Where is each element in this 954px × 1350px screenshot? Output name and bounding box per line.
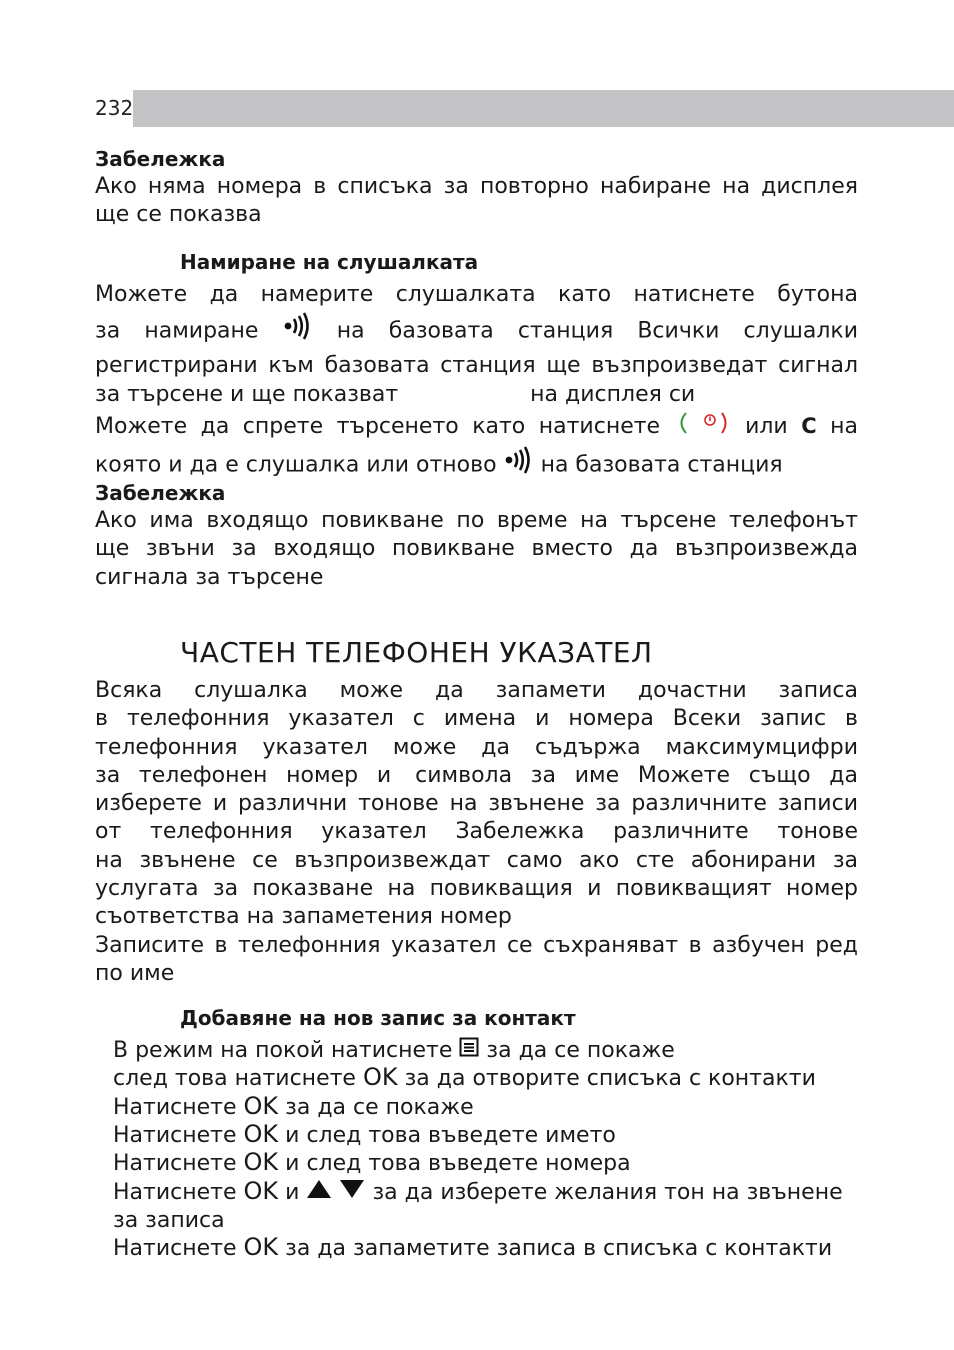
paragraph-line (95, 409, 858, 445)
phonebook-text (95, 677, 858, 988)
step-line (113, 1065, 873, 1093)
paragraph-line: Можете да намерите слушалката като натиснете бутона (95, 282, 858, 307)
paragraph-line: услугата за показване на повикващия и повикващият номер (95, 876, 858, 902)
paragraph-line: изберете и различни тонове на звънене за различните записи (95, 791, 858, 817)
text-span: за да се покаже (285, 1094, 474, 1120)
paragraph-line: Записите в телефонния указател се съхраняват в азбучен ред (95, 932, 858, 958)
down-arrow-icon (339, 1179, 365, 1207)
step-line (113, 1091, 873, 1122)
step-line (113, 1150, 873, 1178)
paragraph-line (95, 381, 858, 409)
c-key-label: C (801, 414, 817, 439)
note-text: Ако има входящо повикване по време на търсене телефонът (95, 508, 858, 533)
note-1 (95, 145, 858, 230)
text-span: за телефонен номер и (95, 762, 392, 788)
paragraph-line: в телефонния указател с имена и номера Всеки запис в (95, 706, 858, 732)
text-span: за да запаметите записа в списъка с контакти (285, 1236, 833, 1262)
off-hook-icon (674, 409, 732, 445)
add-contact-heading: Добавяне на нов запис за контакт (180, 1006, 576, 1030)
text-span: Натиснете (113, 1179, 237, 1205)
ok-key-label: OK (243, 1091, 279, 1120)
header-bar (95, 90, 954, 127)
find-handset-text (95, 281, 858, 486)
text-span: В режим на покой натиснете (113, 1038, 453, 1064)
paragraph-line (95, 734, 858, 762)
text-span: телефонния указател може да съдържа максимум (95, 734, 782, 760)
paragraph-line (95, 311, 858, 352)
note-title: Забележка (95, 481, 226, 505)
menu-icon (459, 1037, 479, 1065)
paragraph-line: по име (95, 960, 175, 986)
text-span: на базовата станция Всички слушалки (336, 318, 858, 344)
text-span: която и да е слушалка или отново (95, 452, 497, 478)
text-span: след това натиснете (113, 1066, 356, 1092)
up-arrow-icon (306, 1179, 332, 1207)
text-span: на (830, 414, 858, 440)
text-span: Натиснете (113, 1151, 237, 1177)
text-span: за намиране (95, 318, 259, 344)
step-line (113, 1235, 873, 1263)
paragraph-line: съответства на запаметения номер (95, 904, 512, 930)
ok-key-label: OK (243, 1233, 279, 1262)
text-span: на дисплея си (530, 381, 696, 407)
text-span: за търсене и ще показват (95, 381, 399, 407)
find-handset-heading: Намиране на слушалката (180, 250, 479, 274)
paragraph-line: регистрирани към базовата станция ще възпроизведат сигнал (95, 353, 858, 379)
text-span: символа за име Можете също да (415, 762, 858, 788)
note-text: сигнала за търсене (95, 564, 324, 590)
paragraph-line (95, 762, 858, 790)
text-span: Натиснете (113, 1123, 237, 1149)
text-span: цифри (781, 734, 858, 760)
ok-key-label: OK (362, 1063, 398, 1092)
text-span: или (745, 414, 788, 440)
step-line (113, 1176, 873, 1207)
text-span: Натиснете (113, 1236, 237, 1262)
step-line: за записа (113, 1208, 225, 1234)
note-text: ще се показва (95, 202, 262, 228)
note-text: Ако няма номера в списъка за повторно набиране на дисплея (95, 174, 858, 199)
section-title: ЧАСТЕН ТЕЛЕФОНЕН УКАЗАТЕЛ (180, 636, 653, 669)
note-text: ще звъни за входящо повикване вместо да възпроизвежда (95, 536, 858, 562)
step-line (113, 1122, 873, 1150)
text-span: и след това въведете името (285, 1123, 616, 1149)
text-span: частни записа (666, 678, 858, 703)
paragraph-line: на звънене се възпроизвеждат само ако сте абонирани за (95, 847, 858, 873)
page-number: 232 (95, 90, 133, 127)
text-span: Натиснете (113, 1094, 237, 1120)
text-span: Можете да спрете търсенето като натиснете (95, 414, 661, 440)
text-span: Всяка слушалка може да запамети до (95, 678, 667, 703)
ok-key-label: OK (243, 1120, 279, 1149)
paragraph-line (95, 677, 858, 705)
text-span: и след това въведете номера (285, 1151, 631, 1177)
note-title: Забележка (95, 147, 226, 171)
text-span: за да се покаже (486, 1038, 675, 1064)
text-span: за да отворите списъка с контакти (404, 1066, 816, 1092)
step-line (113, 1037, 873, 1065)
note-2 (95, 479, 858, 592)
text-span: за да изберете желания тон на звънене (372, 1179, 843, 1205)
paragraph-line: от телефонния указател Забележка различните тонове (95, 819, 858, 845)
ok-key-label: OK (243, 1176, 279, 1205)
text-span: на базовата станция (540, 452, 783, 478)
paging-icon (283, 311, 313, 352)
ok-key-label: OK (243, 1148, 279, 1177)
text-span: и (285, 1179, 300, 1205)
add-contact-steps (113, 1037, 873, 1264)
